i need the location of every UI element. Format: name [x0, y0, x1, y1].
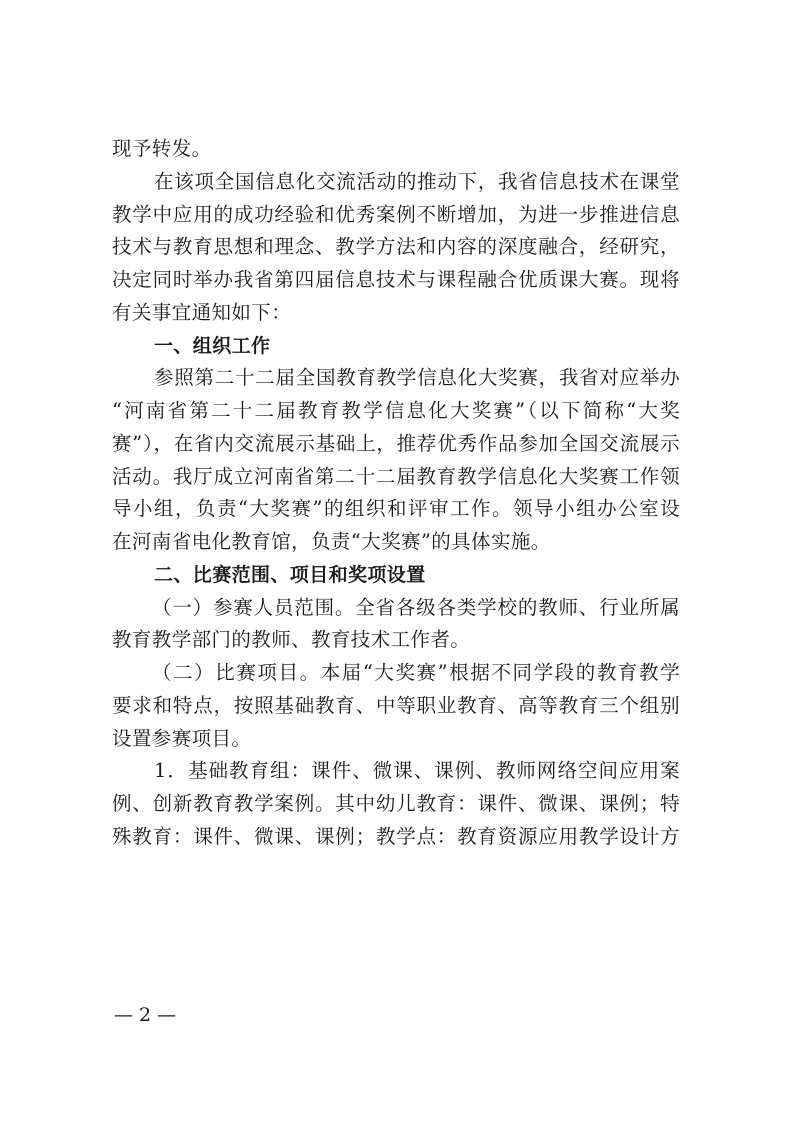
document-body	[112, 133, 680, 854]
paragraph-first-line: 在该项全国信息化交流活动的推动下，我省信息技术在课堂	[154, 169, 680, 193]
paragraph-first-line: 参照第二十二届全国教育教学信息化大奖赛，我省对应举办	[154, 366, 680, 390]
text-line: 在河南省电化教育馆，负责“大奖赛”的具体实施。	[112, 530, 551, 553]
text-line: 导小组，负责“大奖赛”的组织和评审工作。领导小组办公室设	[112, 497, 680, 521]
text-line: 殊教育：课件、微课、课例；教学点：教育资源应用教学设计方	[112, 824, 680, 848]
text-line: “河南省第二十二届教育教学信息化大奖赛”（以下简称“大奖	[112, 399, 680, 422]
paragraph-first-line: （一）参赛人员范围。全省各级各类学校的教师、行业所属	[152, 595, 680, 619]
text-line: 要求和特点，按照基础教育、中等职业教育、高等教育三个组别	[112, 693, 680, 717]
paragraph-first-line: （二）比赛项目。本届“大奖赛”根据不同学段的教育教学	[152, 661, 680, 684]
text-line: 教育教学部门的教师、教育技术工作者。	[112, 628, 471, 652]
text-line: 活动。我厅成立河南省第二十二届教育教学信息化大奖赛工作领	[112, 464, 680, 488]
text-line: 现予转发。	[112, 137, 212, 160]
text-line: 技术与教育思想和理念、教学方法和内容的深度融合，经研究，	[112, 235, 680, 259]
section-heading-organization: 一、组织工作	[154, 334, 271, 357]
text-line: 设置参赛项目。	[112, 726, 252, 750]
paragraph-first-line: 1．基础教育组：课件、微课、课例、教师网络空间应用案	[154, 759, 680, 783]
text-line: 例、创新教育教学案例。其中幼儿教育：课件、微课、课例；特	[112, 792, 680, 815]
text-line: 有关事宜通知如下：	[112, 300, 292, 324]
section-heading-scope: 二、比赛范围、项目和奖项设置	[154, 563, 426, 586]
page-number: — 2 —	[114, 1004, 177, 1026]
text-line: 赛”），在省内交流展示基础上，推荐优秀作品参加全国交流展示	[112, 431, 680, 455]
text-line: 教学中应用的成功经验和优秀案例不断增加，为进一步推进信息	[112, 202, 680, 226]
text-line: 决定同时举办我省第四届信息技术与课程融合优质课大赛。现将	[112, 268, 680, 291]
